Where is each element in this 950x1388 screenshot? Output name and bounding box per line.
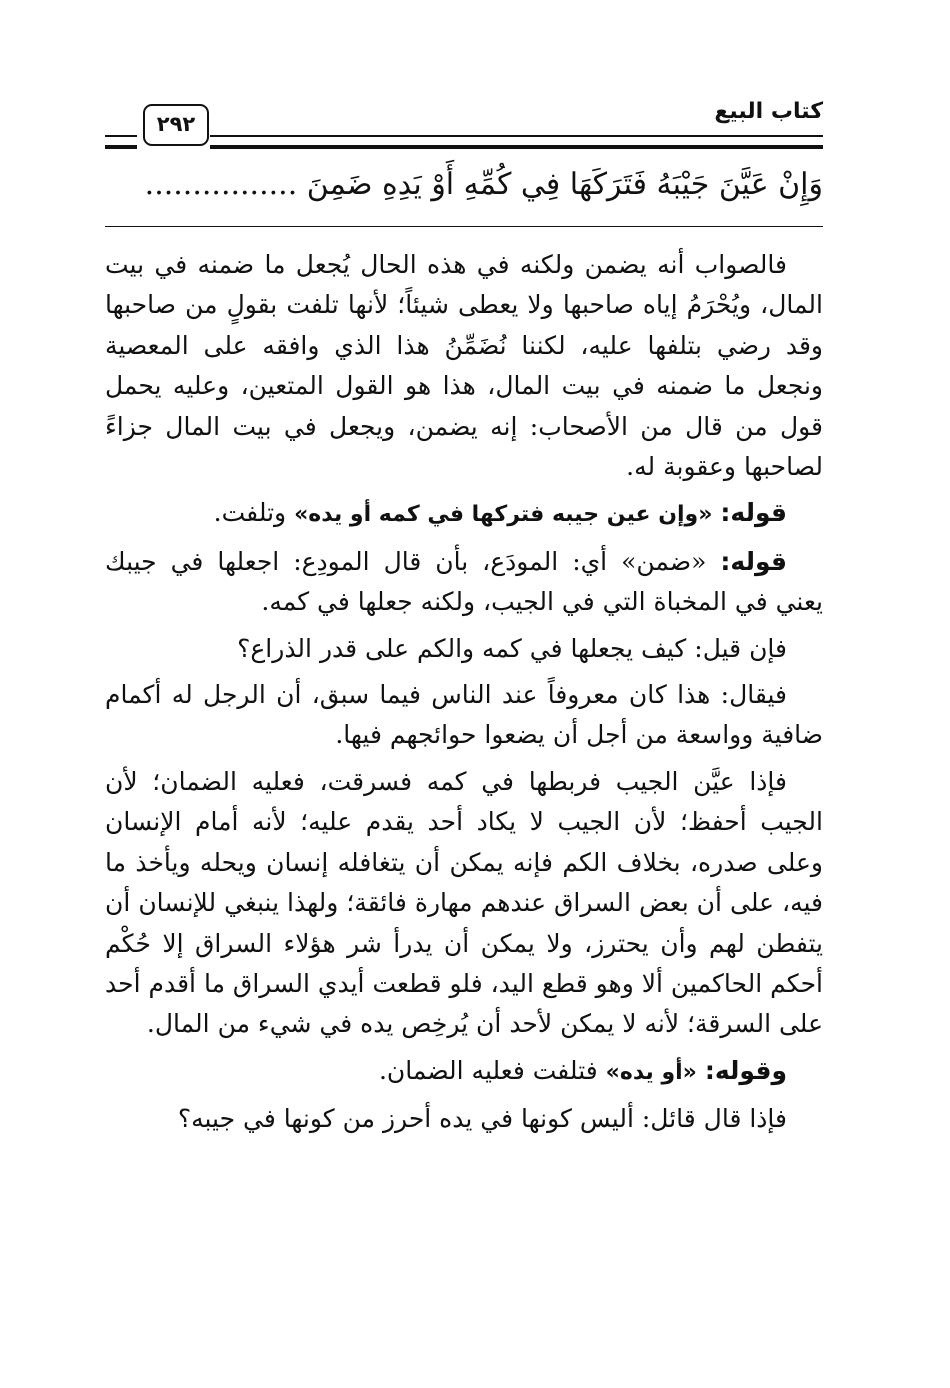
paragraph-2 [105,493,823,535]
matn-quote: «ضمن» [621,546,707,576]
paragraph-4: فإن قيل: كيف يجعلها في كمه والكم على قدر الذراع؟ [237,633,787,663]
paragraph-text: أي: المودَع، بأن قال المودِع: اجعلها في جيبك يعني في المخباة التي في الجيب، ولكنه جعلها في كمه. [105,546,823,617]
paragraph-label: وقوله: [704,1055,787,1085]
paragraph-6: فإذا عيَّن الجيب فربطها في كمه فسرقت، فعليه الضمان؛ لأن الجيب أحفظ؛ لأن الجيب لا يكاد أحد يقدم عليه؛ لأنه أمام الإنسان وعلى صدره، بخلاف الكم فإنه يمكن أن يتغافله إنسان ويحله ويأخذ ما فيه، على أن بعض السراق عندهم مهارة فائقة؛ ولهذا ينبغي للإنسان أن يتفطن لهم وأن يحترز، ولا يمكن أن يدرأ شر هؤلاء السراق إلا حُكْم أحكم الحاكمين ألا وهو قطع اليد، فلو قطعت أيدي السراق ما أقدم أحد على السرقة؛ لأنه لا يمكن لأحد أن يُرخِص يده في شيء من المال. [105,766,823,1039]
paragraph-7 [105,1051,823,1093]
book-page [105,92,823,1342]
header-rule-short [105,135,137,149]
paragraph-text: فتلفت فعليه الضمان. [378,1055,606,1085]
matn-quote: «وإن عين جيبه فتركها في كمه أو يده» [294,502,713,528]
page-header [105,92,823,144]
commentary-body [105,245,823,1140]
paragraph-label: قوله: [720,498,787,528]
matn-line [105,160,823,227]
paragraph-label: قوله: [720,546,787,576]
paragraph-1: فالصواب أنه يضمن ولكنه في هذه الحال يُجعل ما ضمنه في بيت المال، ويُحْرَمُ إياه صاحبها ولا يعطى شيئاً؛ لأنها تلفت بقولٍ من صاحبها وقد رضي بتلفها عليه، لكننا نُضَمِّنُ هذا الذي وافقه على المعصية ونجعل ما ضمنه في بيت المال، هذا هو القول المتعين، وعليه يحمل قول من قال من الأصحاب: إنه يضمن، ويجعل في بيت المال جزاءً لصاحبها وعقوبة له. [105,250,823,482]
paragraph-text: وتلفت. [213,498,295,528]
matn-text: وَإِنْ عَيَّنَ جَيْبَهُ فَتَرَكَهَا فِي كُمِّهِ أَوْ يَدِهِ ضَمِنَ [306,167,823,202]
paragraph-8: فإذا قال قائل: أليس كونها في يده أحرز من كونها في جيبه؟ [177,1104,787,1134]
header-rule [210,135,823,149]
matn-dots: ................ [144,167,298,202]
paragraph-3 [105,542,823,623]
matn-quote: «أو يده» [605,1059,697,1085]
book-title: كتاب البيع [714,99,823,124]
page-number: ٢٩٢ [143,104,209,146]
paragraph-5: فيقال: هذا كان معروفاً عند الناس فيما سبق، أن الرجل له أكمام ضافية وواسعة من أجل أن يضعوا حوائجهم فيها. [105,680,823,750]
